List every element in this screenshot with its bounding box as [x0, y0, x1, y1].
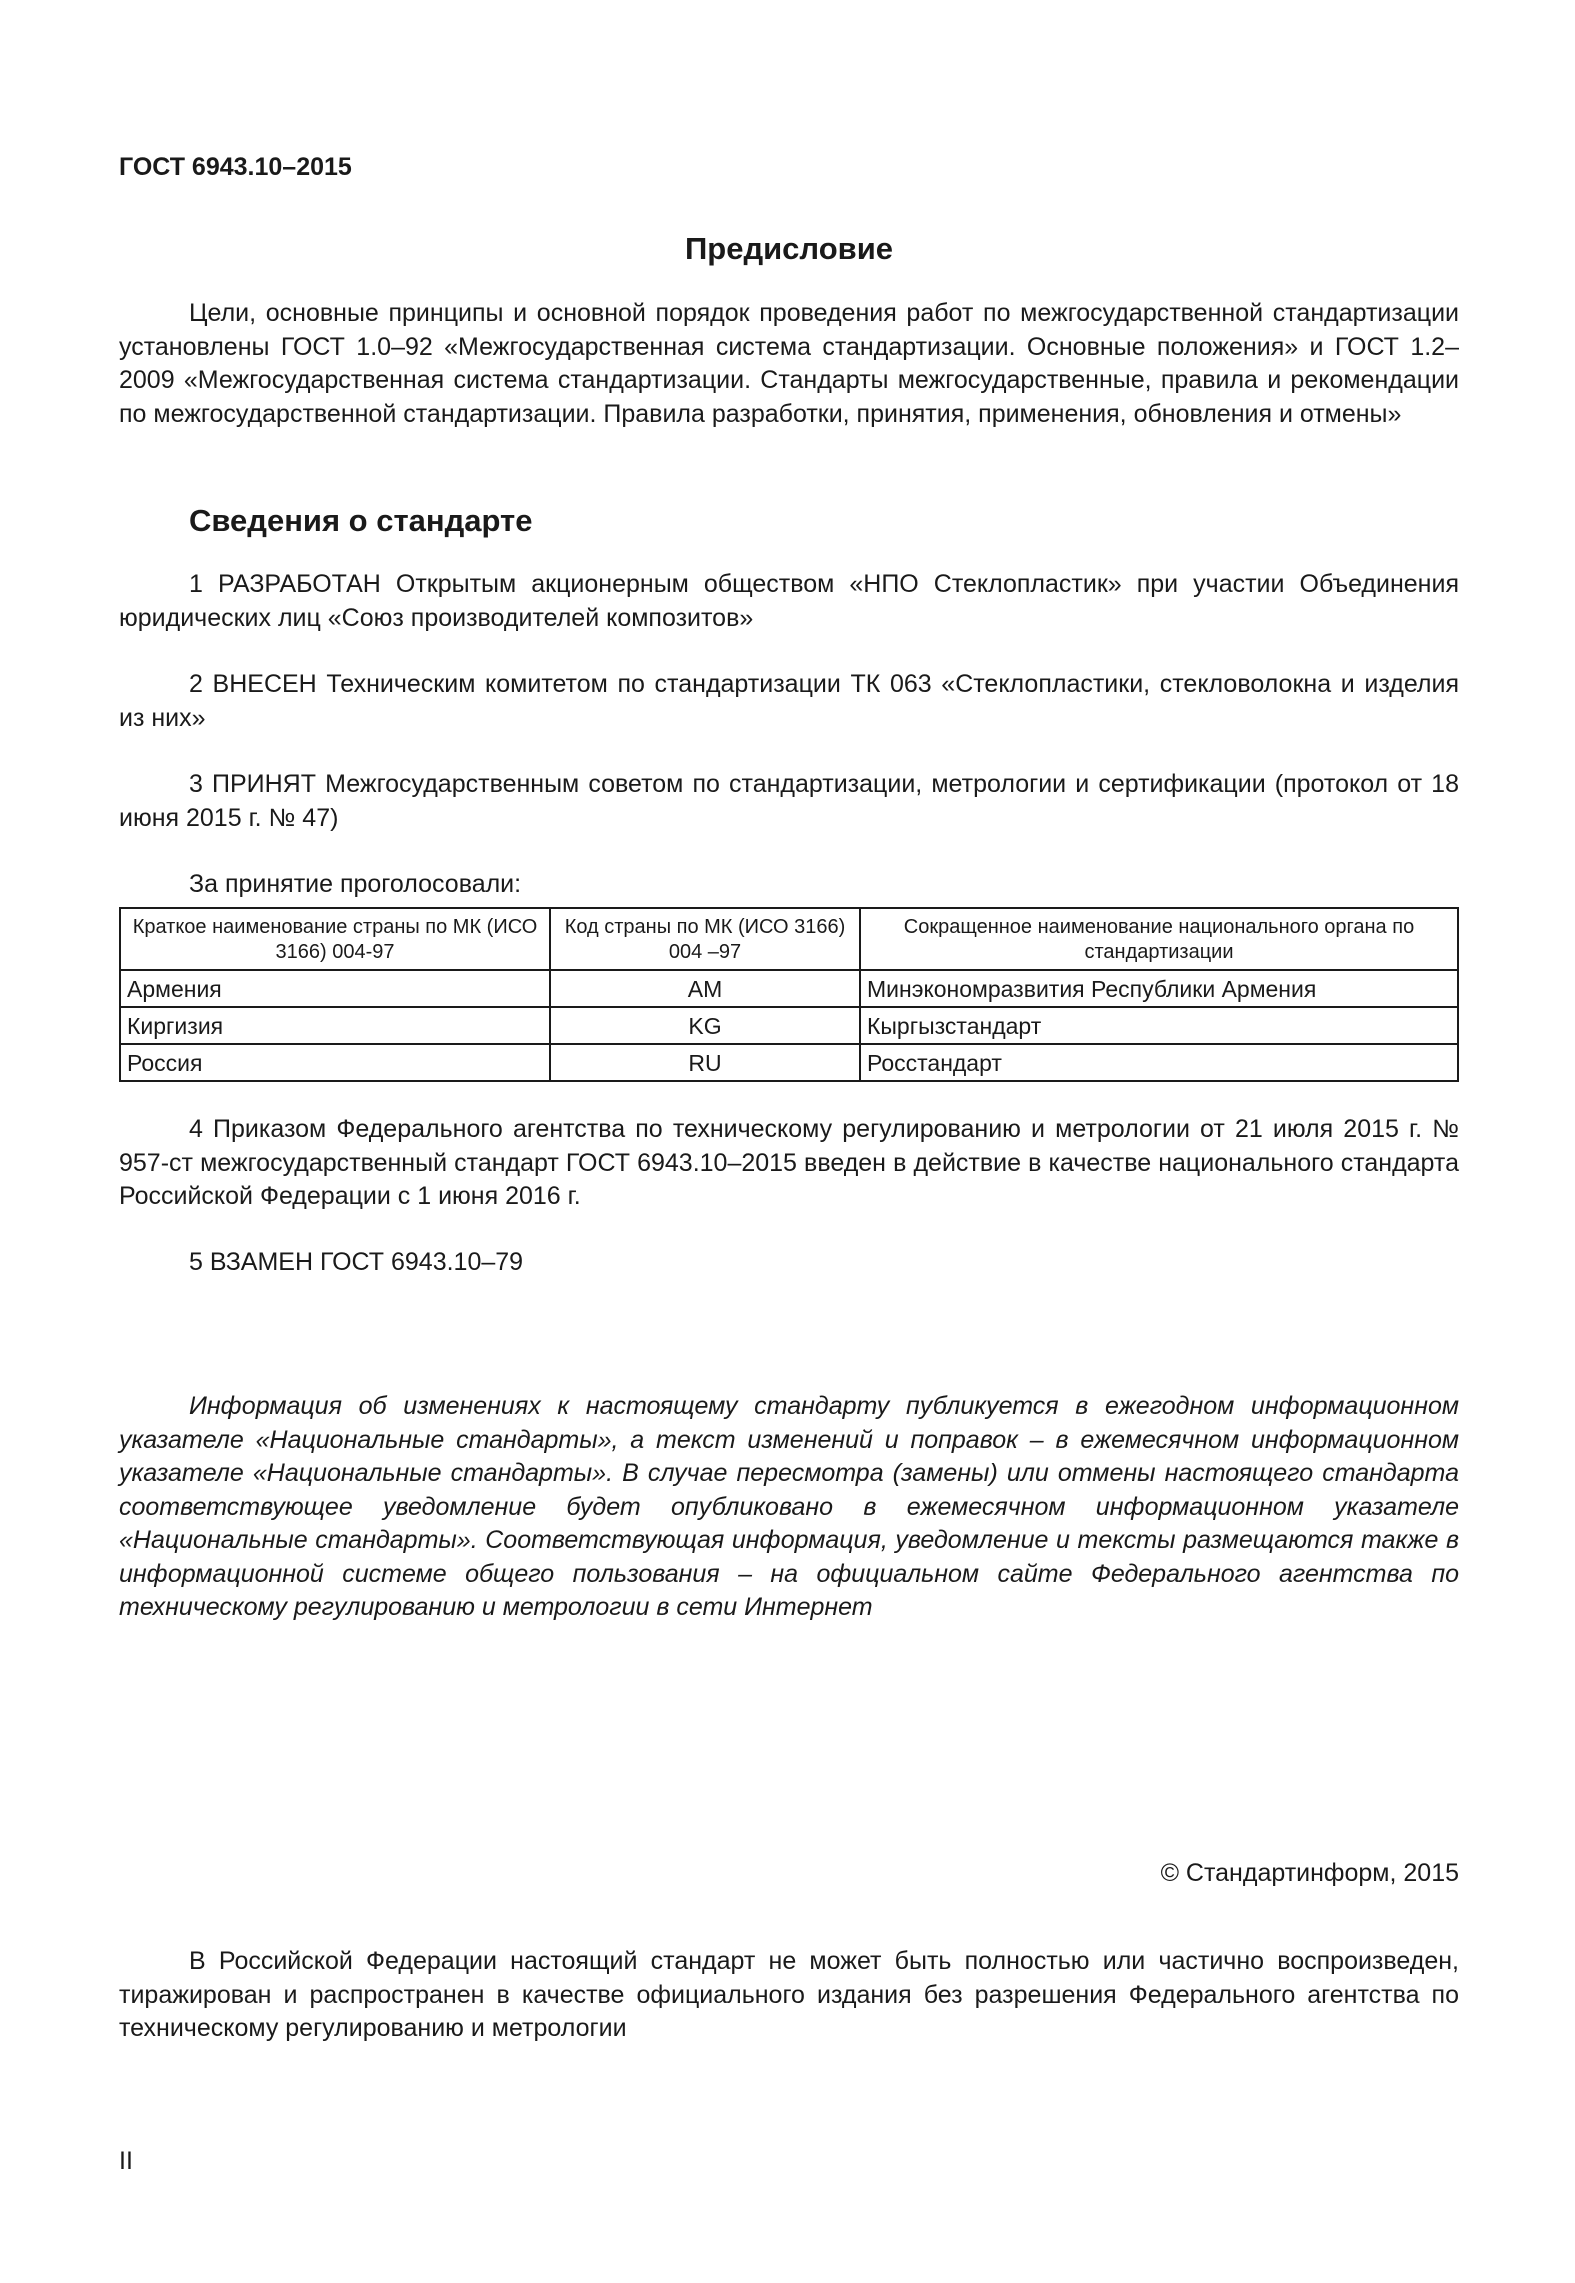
column-header-code: Код страны по МК (ИСО 3166) 004 –97 — [550, 908, 860, 970]
info-item-4: 4 Приказом Федерального агентства по техническому регулированию и метрологии от 21 июля 2015 г. № 957-ст межгосударственный стандарт ГОСТ 6943.10–2015 введен в действие в качестве национального стандарта Российской Федерации с 1 июня 2016 г. — [119, 1115, 1459, 1210]
vote-table — [119, 907, 1459, 1082]
cell-country: Россия — [120, 1044, 550, 1081]
cell-body: Минэкономразвития Республики Армения — [860, 970, 1458, 1007]
cell-code: RU — [550, 1044, 860, 1081]
vote-table-header-row — [120, 908, 1458, 970]
gost-code-header: ГОСТ 6943.10–2015 — [119, 153, 352, 181]
column-header-body: Сокращенное наименование национального органа по стандартизации — [860, 908, 1458, 970]
cell-code: KG — [550, 1007, 860, 1044]
standard-info-title: Сведения о стандарте — [189, 503, 533, 538]
cell-country: Армения — [120, 970, 550, 1007]
info-item-5: 5 ВЗАМЕН ГОСТ 6943.10–79 — [189, 1248, 524, 1276]
cell-body: Росстандарт — [860, 1044, 1458, 1081]
cell-body: Кыргызстандарт — [860, 1007, 1458, 1044]
changes-notice: Информация об изменениях к настоящему стандарту публикуется в ежегодном информационном указателе «Национальные стандарты», а текст изменений и поправок – в ежемесячном информационном указателе «Национальные стандарты». В случае пересмотра (замены) или отмены настоящего стандарта соответствующее уведомление будет опубликовано в ежемесячном информационном указателе «Национальные стандарты». Соответствующая информация, уведомление и тексты размещаются также в информационной системе общего пользования – на официальном сайте Федерального агентства по техническому регулированию и метрологии в сети Интернет — [119, 1392, 1459, 1621]
info-item-1: 1 РАЗРАБОТАН Открытым акционерным обществом «НПО Стеклопластик» при участии Объединения юридических лиц «Союз производителей композитов» — [119, 570, 1459, 632]
cell-country: Киргизия — [120, 1007, 550, 1044]
info-item-2: 2 ВНЕСЕН Техническим комитетом по стандартизации ТК 063 «Стеклопластики, стекловолокна и изделия из них» — [119, 670, 1459, 732]
info-item-3: 3 ПРИНЯТ Межгосударственным советом по стандартизации, метрологии и сертификации (протокол от 18 июня 2015 г. № 47) — [119, 770, 1459, 832]
table-row — [120, 1007, 1458, 1044]
page-number: II — [119, 2147, 133, 2175]
cell-code: AM — [550, 970, 860, 1007]
document-page — [119, 0, 1459, 2283]
reproduction-notice: В Российской Федерации настоящий стандарт не может быть полностью или частично воспроизведен, тиражирован и распространен в качестве официального издания без разрешения Федерального агентства по техническому регулированию и метрологии — [119, 1947, 1459, 2042]
preface-title: Предисловие — [684, 231, 893, 266]
column-header-country: Краткое наименование страны по МК (ИСО 3166) 004-97 — [120, 908, 550, 970]
preface-paragraph: Цели, основные принципы и основной порядок проведения работ по межгосударственной стандартизации установлены ГОСТ 1.0–92 «Межгосударственная система стандартизации. Основные положения» и ГОСТ 1.2–2009 «Межгосударственная система стандартизации. Стандарты межгосударственные, правила и рекомендации по межгосударственной стандартизации. Правила разработки, принятия, применения, обновления и отмены» — [119, 299, 1459, 428]
table-row — [120, 1044, 1458, 1081]
table-row — [120, 970, 1458, 1007]
vote-label: За принятие проголосовали: — [189, 870, 522, 898]
copyright-line: © Стандартинформ, 2015 — [1160, 1859, 1459, 1887]
